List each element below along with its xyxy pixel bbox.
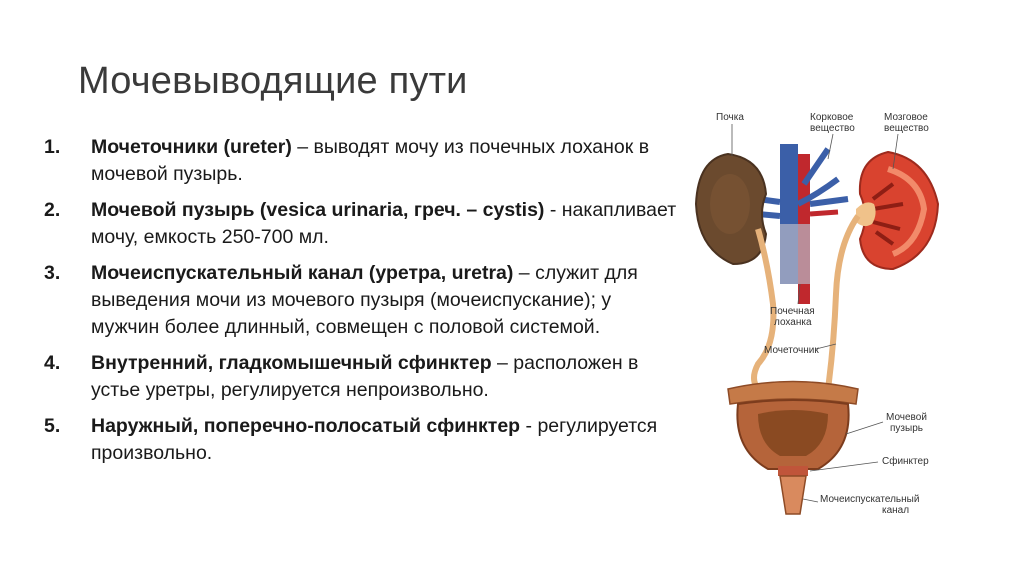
urethra: [780, 476, 806, 514]
sphincter-ring: [778, 466, 808, 476]
label-medulla-line2: вещество: [884, 123, 929, 134]
label-cortex-line1: Корковое: [810, 112, 854, 123]
item-heading: Наружный, поперечно-полосатый сфинктер: [91, 415, 521, 437]
renal-pelvis: [856, 202, 876, 226]
renal-artery: [810, 212, 838, 214]
label-medulla-line1: Мозговое: [884, 112, 928, 123]
right-ureter: [828, 216, 858, 389]
slide-title: Мочевыводящие пути: [78, 60, 468, 102]
label-urethra-line1: Мочеиспускательный: [820, 494, 920, 505]
left-kidney-shade: [710, 174, 750, 234]
label-sphincter: Сфинктер: [882, 456, 929, 467]
vessel-shadow: [780, 224, 810, 284]
item-text: – служит для выведения мочи из мочевого пузыря (мочеиспускание); у мужчин более длинный, совмещен с половой системой.: [91, 262, 638, 338]
list-item: [44, 413, 684, 467]
label-urethra-line2: канал: [882, 505, 910, 516]
list-item: [44, 134, 684, 188]
label-cortex-line2: вещество: [810, 123, 855, 134]
content-list: [44, 134, 684, 476]
item-heading: Мочевой пузырь (vesica urinaria, греч. – cystis): [91, 199, 545, 221]
item-number: 3.: [44, 262, 61, 284]
list-item: [44, 350, 684, 404]
item-text: - накапливает мочу, емкость 250-700 мл.: [91, 199, 677, 248]
label-kidney: Почка: [716, 112, 744, 123]
urinary-system-illustration: [688, 104, 952, 524]
label-pelvis-line1: Почечная: [770, 306, 815, 317]
item-text: – расположен в устье уретры, регулируется непроизвольно.: [91, 352, 639, 401]
item-text: - регулируется произвольно.: [91, 415, 658, 464]
label-pelvis-line2: лоханка: [774, 317, 812, 328]
label-bladder-line1: Мочевой: [886, 412, 927, 423]
item-number: 1.: [44, 136, 61, 158]
item-number: 5.: [44, 415, 61, 437]
label-bladder-line2: пузырь: [890, 423, 923, 434]
list-item: [44, 260, 684, 341]
label-ureter: Мочеточник: [764, 345, 819, 356]
item-number: 4.: [44, 352, 61, 374]
item-heading: Мочеточники (ureter): [91, 136, 292, 158]
item-text: – выводят мочу из почечных лоханок в мочевой пузырь.: [91, 136, 650, 185]
list-item: [44, 197, 684, 251]
item-heading: Мочеиспускательный канал (уретра, uretra): [91, 262, 514, 284]
item-heading: Внутренний, гладкомышечный сфинктер: [91, 352, 492, 374]
item-number: 2.: [44, 199, 61, 221]
